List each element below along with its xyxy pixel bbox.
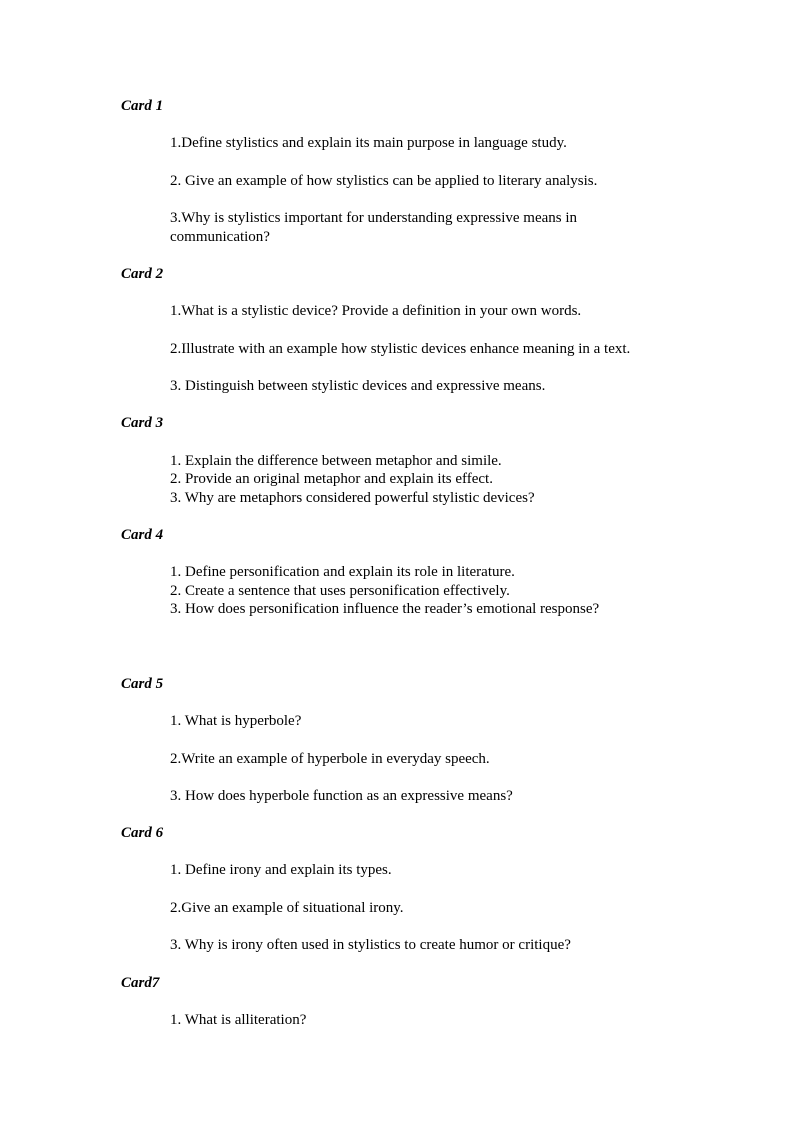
card-question: 3. Why is irony often used in stylistics to create humor or critique? (170, 937, 571, 953)
card-question: 3. How does hyperbole function as an expressive means? (170, 788, 513, 804)
card-question: 1.Define stylistics and explain its main purpose in language study. (170, 135, 567, 151)
card-question: 2.Write an example of hyperbole in everyday speech. (170, 751, 490, 767)
card-question: 1. Define personification and explain its role in literature. (170, 564, 515, 580)
card-question: 3. How does personification influence the reader’s emotional response? (170, 601, 600, 617)
card-question: 3. Why are metaphors considered powerful stylistic devices? (170, 490, 535, 506)
card-heading: Card 2 (121, 266, 164, 282)
card-question: 1. Explain the difference between metaphor and simile. (170, 453, 502, 469)
card-heading: Card 4 (121, 527, 164, 543)
card-question: 3. Distinguish between stylistic devices and expressive means. (170, 378, 546, 394)
card-heading: Card7 (121, 975, 160, 991)
card-question: 2. Create a sentence that uses personification effectively. (170, 583, 510, 599)
card-heading: Card 3 (121, 415, 164, 431)
card-heading: Card 1 (121, 98, 164, 114)
card-question: 2. Provide an original metaphor and explain its effect. (170, 471, 493, 487)
card-question: 1.What is a stylistic device? Provide a definition in your own words. (170, 303, 582, 319)
card-heading: Card 5 (121, 676, 164, 692)
card-question: 1. Define irony and explain its types. (170, 862, 392, 878)
card-question: 3.Why is stylistics important for understanding expressive means in communication? (170, 210, 578, 245)
card-question: 1. What is alliteration? (170, 1012, 307, 1028)
card-question: 1. What is hyperbole? (170, 713, 302, 729)
card-question: 2.Give an example of situational irony. (170, 900, 404, 916)
card-heading: Card 6 (121, 825, 164, 841)
card-question: 2.Illustrate with an example how stylistic devices enhance meaning in a text. (170, 341, 631, 357)
card-question: 2. Give an example of how stylistics can be applied to literary analysis. (170, 173, 598, 189)
